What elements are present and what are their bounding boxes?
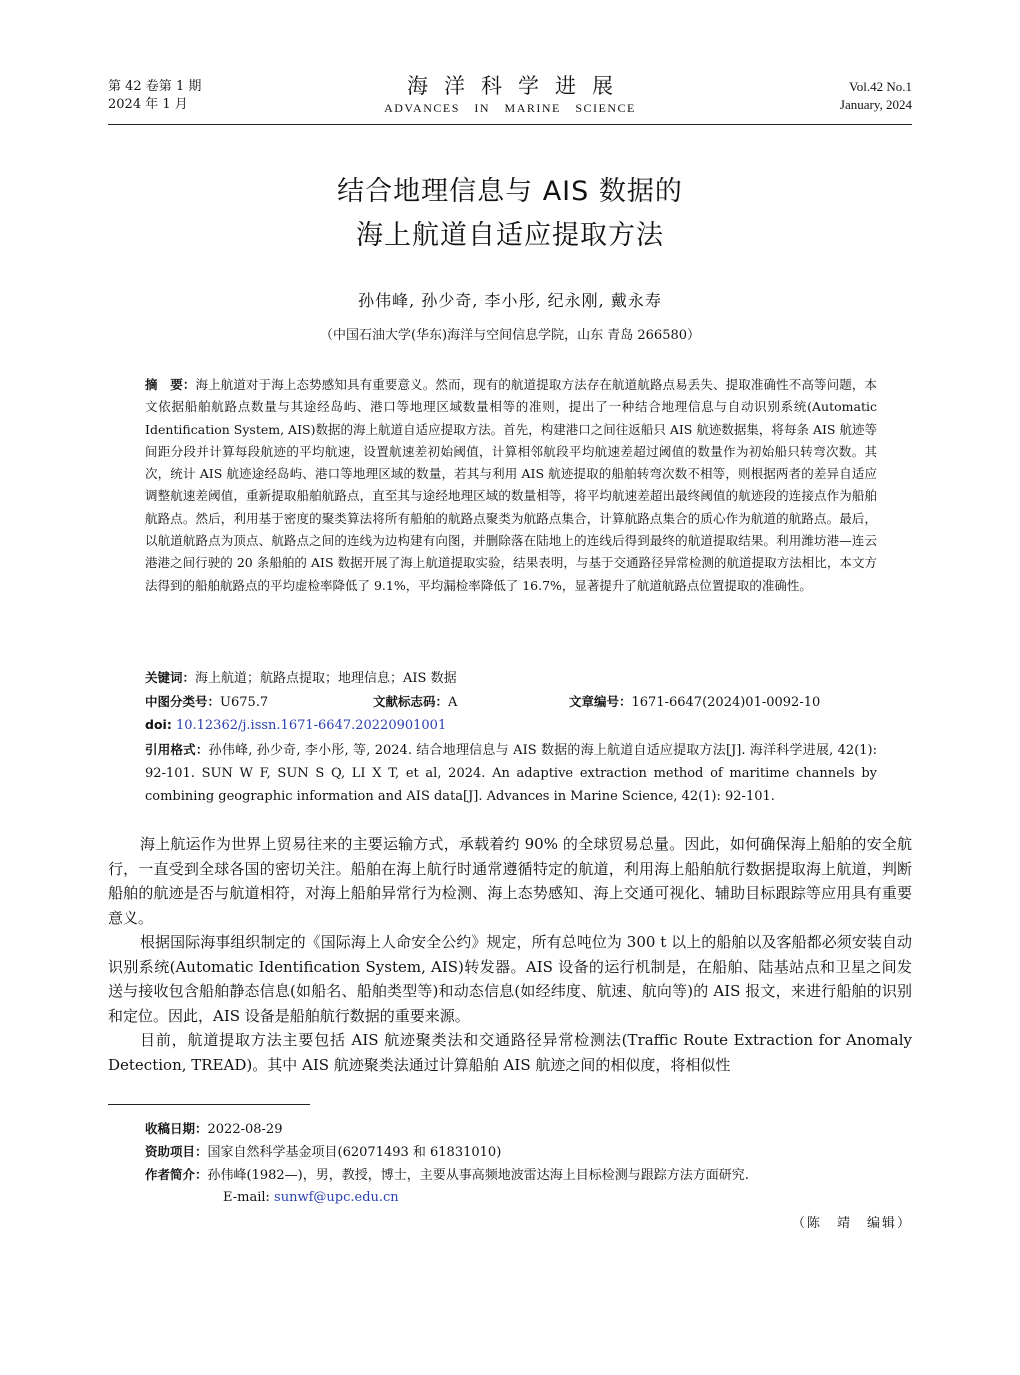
authors: 孙伟峰, 孙少奇, 李小彤, 纪永刚, 戴永寿 bbox=[358, 291, 662, 310]
citation-label: 引用格式： bbox=[145, 742, 209, 757]
date-cn: 2024 年 1 月 bbox=[108, 97, 188, 112]
doi-label: doi: bbox=[145, 717, 172, 732]
footnote-rule bbox=[108, 1104, 310, 1105]
body-paragraph: 根据国际海事组织制定的《国际海上人命安全公约》规定，所有总吨位为 300 t 以上的船舶以及客船都必须安装自动识别系统(Automatic Identification System, AIS)转发器。AIS 设备的运行机制是，在船舶、陆基站点和卫星之间发送与接收包含船舶静态信息(如船名、船舶类型等)和动态信息(如经纬度、航速、航向等)的 AIS 报文，来进行船舶的识别和定位。因此，AIS 设备是船舶航行数据的重要来源。 bbox=[108, 933, 912, 1025]
author-bio-value: 孙伟峰(1982—)，男，教授，博士，主要从事高频地波雷达海上目标检测与跟踪方法方面研究. bbox=[207, 1168, 749, 1183]
body-paragraph: 海上航运作为世界上贸易往来的主要运输方式，承载着约 90% 的全球贸易总量。因此，如何确保海上船舶的安全航行，一直受到全球各国的密切关注。船舶在海上航行时通常遵循特定的航道，利用海上船舶航行数据提取海上航道，判断船舶的航迹是否与航道相符，对海上船舶异常行为检测、海上态势感知、海上交通可视化、辅助目标跟踪等应用具有重要意义。 bbox=[108, 835, 912, 927]
received-label: 收稿日期： bbox=[145, 1121, 208, 1136]
paper-title bbox=[0, 170, 1020, 258]
doi-link[interactable]: 10.12362/j.issn.1671-6647.20220901001 bbox=[175, 718, 447, 733]
title-line-2: 海上航道自适应提取方法 bbox=[356, 220, 664, 251]
date-en: January, 2024 bbox=[839, 97, 912, 112]
author-bio bbox=[145, 1164, 905, 1187]
funding-label: 资助项目： bbox=[145, 1144, 208, 1159]
email-line bbox=[145, 1187, 905, 1209]
classification-row bbox=[145, 692, 885, 713]
keywords-text: 海上航道；航路点提取；地理信息；AIS 数据 bbox=[195, 671, 457, 686]
citation-text: 孙伟峰, 孙少奇, 李小彤, 等, 2024. 结合地理信息与 AIS 数据的海上航道自适应提取方法[J]. 海洋科学进展, 42(1): 92-101. SUN W F, SUN S Q, LI X T, et al, 2024. An adaptive extraction method of maritime channels by combining geographic information and AIS data[J]. Advances in Marine Science, 42(1): 92-101. bbox=[145, 743, 877, 804]
footnotes bbox=[145, 1118, 905, 1209]
header-right bbox=[840, 78, 912, 114]
header-rule bbox=[108, 124, 912, 125]
received-value: 2022-08-29 bbox=[207, 1122, 283, 1137]
article-number-label: 文章编号： bbox=[569, 694, 632, 709]
volume-issue-cn: 第 42 卷第 1 期 bbox=[108, 79, 202, 94]
keywords-label: 关键词： bbox=[145, 670, 196, 685]
abstract bbox=[145, 374, 877, 597]
doi-row bbox=[145, 715, 885, 736]
affiliation: （中国石油大学(华东)海洋与空间信息学院，山东 青岛 266580） bbox=[319, 328, 701, 343]
body-text bbox=[108, 832, 912, 1077]
volume-issue-en: Vol.42 No.1 bbox=[849, 79, 912, 94]
author-bio-label: 作者简介： bbox=[145, 1167, 208, 1182]
received-date bbox=[145, 1118, 905, 1141]
journal-title-cn: 海洋科学进展 bbox=[407, 74, 629, 98]
body-paragraph: 目前，航道提取方法主要包括 AIS 航迹聚类法和交通路径异常检测法(Traffic Route Extraction for Anomaly Detection, TREAD)。其中 AIS 航迹聚类法通过计算船舶 AIS 航迹之间的相似度，将相似性 bbox=[108, 1031, 912, 1074]
clc-label: 中图分类号： bbox=[145, 694, 221, 709]
doc-code-label: 文献标志码： bbox=[373, 694, 449, 709]
doc-code-value: A bbox=[448, 695, 458, 710]
email-label: E-mail: bbox=[223, 1190, 275, 1205]
email-link[interactable]: sunwf@upc.edu.cn bbox=[274, 1190, 399, 1205]
funding bbox=[145, 1141, 905, 1164]
article-number-value: 1671-6647(2024)01-0092-10 bbox=[631, 695, 821, 710]
journal-title-en: ADVANCES IN MARINE SCIENCE bbox=[384, 101, 636, 115]
citation bbox=[145, 738, 877, 808]
abstract-label: 摘 要： bbox=[145, 377, 196, 392]
funding-value: 国家自然科学基金项目(62071493 和 61831010) bbox=[207, 1145, 502, 1160]
abstract-text: 海上航道对于海上态势感知具有重要意义。然而，现有的航道提取方法存在航道航路点易丢失、提取准确性不高等问题，本文依据船舶航路点数量与其途经岛屿、港口等地理区域数量相等的准则，提出了一种结合地理信息与自动识别系统(Automatic Identification System, AIS)数据的海上航道自适应提取方法。首先，构建港口之间往返船只 AIS 航迹数据集，将每条 AIS 航迹等间距分段并计算每段航迹的平均航速，设置航速差初始阈值，计算相邻航段平均航速差超过阈值的数量作为初始船只转弯次数。其次，统计 AIS 航迹途经岛屿、港口等地理区域的数量，若其与利用 AIS 航迹提取的船舶转弯次数不相等，则根据两者的差异自适应调整航速差阈值，重新提取船舶航路点，直至其与途经地理区域的数量相等，将平均航速差超出最终阈值的航迹段的连接点作为船舶航路点。然后，利用基于密度的聚类算法将所有船舶的航路点聚类为航路点集合，计算航路点集合的质心作为航道的航路点。最后，以航道航路点为顶点、航路点之间的连线为边构建有向图，并删除落在陆地上的连线后得到最终的航道提取结果。利用潍坊港—连云港港之间行驶的 20 条船舶的 AIS 数据开展了海上航道提取实验，结果表明，与基于交通路径异常检测的航道提取方法相比，本文方法得到的船舶航路点的平均虚检率降低了 9.1%，平均漏检率降低了 16.7%，显著提升了航道航路点位置提取的准确性。 bbox=[145, 377, 877, 593]
editor-note: （陈 靖 编辑） bbox=[791, 1216, 912, 1231]
title-line-1: 结合地理信息与 AIS 数据的 bbox=[337, 176, 683, 207]
keywords bbox=[145, 668, 885, 689]
clc-value: U675.7 bbox=[220, 695, 269, 710]
